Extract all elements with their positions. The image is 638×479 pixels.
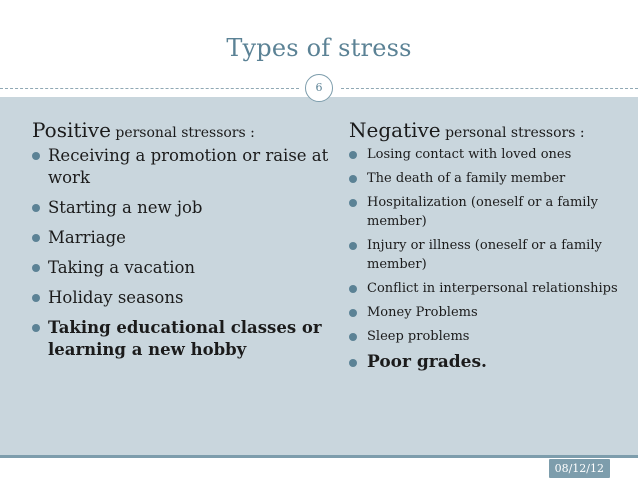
list-item xyxy=(349,145,629,164)
slide-footer xyxy=(0,455,638,479)
list-item xyxy=(349,193,629,231)
positive-heading-main: Positive xyxy=(32,118,111,142)
negative-heading xyxy=(349,118,629,142)
list-item-text: Holiday seasons xyxy=(48,288,184,307)
bullet-icon xyxy=(349,333,357,341)
list-item-text: Losing contact with loved ones xyxy=(367,147,572,162)
negative-heading-main: Negative xyxy=(349,118,441,142)
list-item xyxy=(349,169,629,188)
list-item xyxy=(32,145,332,189)
negative-heading-sub: personal stressors : xyxy=(440,125,585,141)
list-item xyxy=(349,279,629,298)
bullet-icon xyxy=(32,234,40,242)
bullet-icon xyxy=(32,152,40,160)
bullet-icon xyxy=(32,204,40,212)
bullet-icon xyxy=(349,285,357,293)
bullet-icon xyxy=(349,175,357,183)
positive-heading-sub: personal stressors : xyxy=(110,125,255,141)
header-divider-right xyxy=(341,88,638,89)
list-item xyxy=(349,327,629,346)
list-item xyxy=(32,287,332,309)
list-item xyxy=(349,236,629,274)
list-item-text: Marriage xyxy=(48,228,126,247)
list-item xyxy=(349,303,629,322)
slide-number-badge: 6 xyxy=(305,74,333,102)
positive-list xyxy=(32,145,332,361)
negative-list xyxy=(349,145,629,373)
list-item-text: Taking educational classes or learning a new hobby xyxy=(48,318,322,359)
list-item-text: Starting a new job xyxy=(48,198,203,217)
footer-bar xyxy=(0,455,638,458)
negative-column xyxy=(349,118,629,378)
list-item xyxy=(32,197,332,219)
slide-title: Types of stress xyxy=(226,34,412,62)
positive-column xyxy=(32,118,332,369)
list-item-text: Conflict in interpersonal relationships xyxy=(367,281,618,296)
positive-heading xyxy=(32,118,332,142)
bullet-icon xyxy=(349,309,357,317)
list-item-emphasized xyxy=(349,351,629,373)
bullet-icon xyxy=(32,324,40,332)
list-item-text: Injury or illness (oneself or a family member) xyxy=(367,238,602,272)
list-item-emphasized xyxy=(32,317,332,361)
list-item-text: Poor grades. xyxy=(367,352,487,372)
bullet-icon xyxy=(349,199,357,207)
slide-date: 08/12/12 xyxy=(549,459,610,478)
bullet-icon xyxy=(349,242,357,250)
list-item xyxy=(32,257,332,279)
header-divider-left xyxy=(0,88,299,89)
bullet-icon xyxy=(349,151,357,159)
list-item-text: Money Problems xyxy=(367,305,478,320)
list-item-text: Hospitalization (oneself or a family member) xyxy=(367,195,598,229)
list-item-text: The death of a family member xyxy=(367,171,566,186)
list-item-text: Sleep problems xyxy=(367,329,470,344)
bullet-icon xyxy=(32,264,40,272)
list-item-text: Taking a vacation xyxy=(48,258,196,277)
bullet-icon xyxy=(32,294,40,302)
list-item-text: Receiving a promotion or raise at work xyxy=(48,146,329,187)
bullet-icon xyxy=(349,359,357,367)
list-item xyxy=(32,227,332,249)
